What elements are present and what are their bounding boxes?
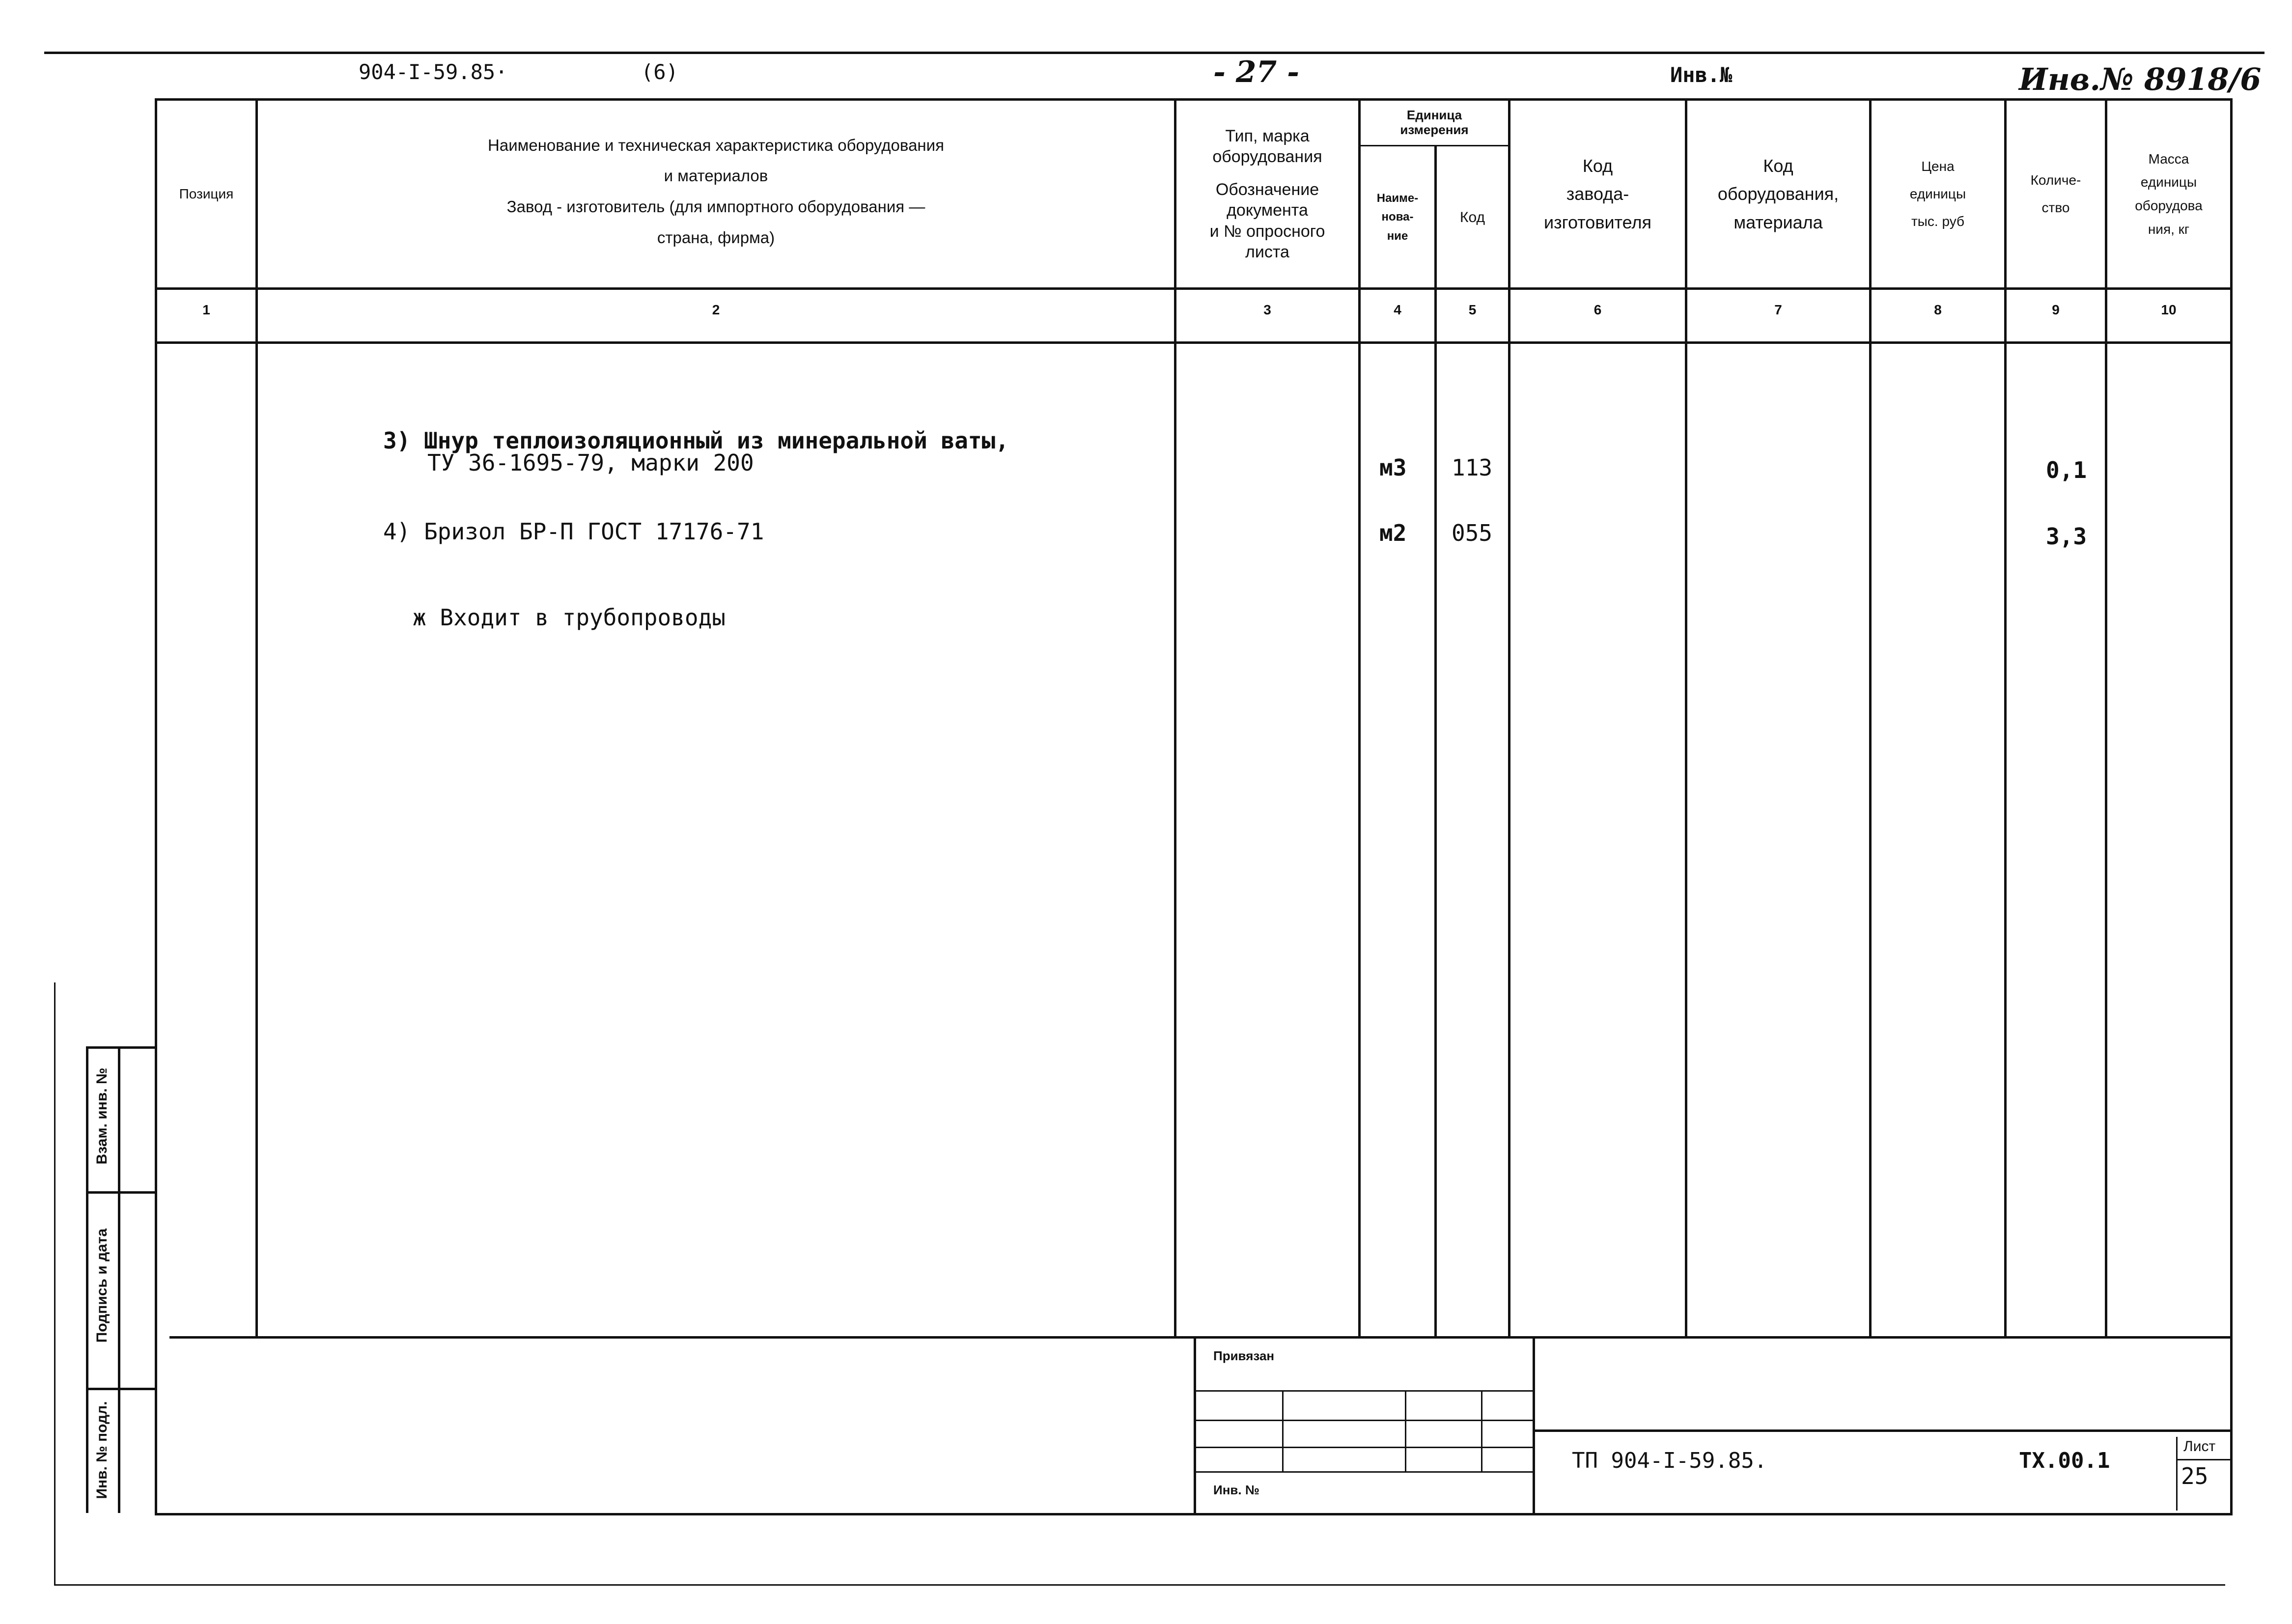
row-2-name: 4) Бризол БР-П ГОСТ 17176-71 <box>383 518 764 545</box>
side-stamp-replace-inv: Взам. инв. № <box>94 1067 110 1165</box>
page-number: - 27 - <box>1213 55 1300 89</box>
stamp-grid-v1 <box>1282 1390 1284 1471</box>
header-name <box>258 118 1174 265</box>
header-unit-line-2: измерения <box>1400 122 1469 137</box>
doc-code-top: 904-I-59.85· <box>359 60 508 84</box>
header-factory-line-3: изготовителя <box>1544 212 1651 232</box>
stamp-sheet-code: ТХ.00.1 <box>2019 1448 2110 1473</box>
header-name-line-3: Завод - изготовитель (для импортного оборудования — <box>506 197 925 216</box>
header-factory-line-2: завода- <box>1566 184 1629 204</box>
stamp-inv-no: Инв. № <box>1213 1483 1259 1497</box>
inv-handwritten: Инв.№ 8918/6 <box>2019 61 2262 97</box>
header-factory-line-1: Код <box>1582 155 1613 176</box>
stamp-grid-h4 <box>1196 1471 1533 1473</box>
stamp-sheet-line <box>2176 1459 2230 1460</box>
colnum-7: 7 <box>1774 302 1782 317</box>
header-unit-code <box>1437 147 1508 287</box>
header-price-line-2: единицы <box>1909 186 1966 201</box>
side-stamp-left <box>86 1046 88 1513</box>
header-name-line-1: Наименование и техническая характеристика оборудования <box>488 136 944 154</box>
header-type-line-6: листа <box>1245 243 1289 261</box>
col-sep-1-2 <box>255 98 258 1336</box>
row-1-qty: 0,1 <box>2046 457 2087 483</box>
side-stamp-original-inv: Инв. № подл. <box>94 1401 110 1499</box>
row-1-code: 113 <box>1452 454 1493 481</box>
header-mass-line-2: единицы <box>2140 174 2197 190</box>
colnum-6: 6 <box>1593 302 1602 317</box>
colnum-4: 4 <box>1394 302 1401 317</box>
col-sep-4-5 <box>1434 145 1437 1336</box>
stamp-grid-v2 <box>1405 1390 1406 1471</box>
header-factory-code <box>1510 118 1685 270</box>
header-unit-name-line-1: Наиме- <box>1376 191 1419 205</box>
page-trim-left <box>54 982 56 1584</box>
colnum-2: 2 <box>712 302 720 317</box>
row-1-unit: м3 <box>1379 454 1407 481</box>
header-material-line-3: материала <box>1733 212 1823 232</box>
header-type-line-3: Обозначение <box>1215 180 1319 199</box>
stamp-left-border <box>1194 1336 1196 1513</box>
issue-number: (6) <box>641 60 678 84</box>
header-material-line-2: оборудования, <box>1717 184 1839 204</box>
unit-group-line <box>1358 145 1508 146</box>
header-quantity-line-2: ство <box>2041 200 2070 215</box>
header-unit-name-line-2: нова- <box>1381 210 1414 224</box>
header-name-line-4: страна, фирма) <box>657 228 775 247</box>
header-type-line-2: оборудования <box>1212 147 1322 166</box>
header-unit-name-line-3: ние <box>1387 229 1408 243</box>
colnum-1: 1 <box>202 302 210 317</box>
page-trim-line <box>54 1584 2225 1586</box>
col-sep-9-10 <box>2105 98 2107 1336</box>
header-quantity-line-1: Количе- <box>2030 172 2081 188</box>
colnum-5: 5 <box>1468 302 1477 317</box>
header-material-code <box>1687 118 1869 270</box>
row-2-qty: 3,3 <box>2046 523 2087 550</box>
stamp-privyazan: Привязан <box>1213 1348 1275 1363</box>
colnum-3: 3 <box>1263 302 1271 317</box>
inv-label: Инв.№ <box>1670 63 1733 87</box>
header-type-line-4: документа <box>1227 201 1308 220</box>
row-1-name-line-2: ТУ 36-1695-79, марки 200 <box>427 449 754 476</box>
header-type <box>1176 118 1358 270</box>
col-sep-8-9 <box>2004 98 2007 1336</box>
row-2-code: 055 <box>1452 520 1493 546</box>
stamp-sheet-divider <box>2176 1437 2178 1511</box>
header-unit-name <box>1361 147 1434 287</box>
header-unit-group <box>1361 101 1508 145</box>
header-material-line-1: Код <box>1763 155 1793 176</box>
col-sep-2-3 <box>1174 98 1176 1336</box>
header-position-label: Позиция <box>179 186 234 201</box>
header-unit-line-1: Единица <box>1406 108 1462 123</box>
stamp-top-line <box>169 1336 2230 1339</box>
table-right-border <box>2230 98 2233 1515</box>
header-name-line-2: и материалов <box>664 167 768 185</box>
col-sep-7-8 <box>1869 98 1872 1336</box>
colnum-8: 8 <box>1934 302 1942 317</box>
header-mass-line-4: ния, кг <box>2148 221 2190 237</box>
header-bottom-line <box>155 287 2233 290</box>
stamp-sheet-label: Лист <box>2183 1438 2216 1455</box>
row-2-unit: м2 <box>1379 520 1407 546</box>
header-mass <box>2107 118 2230 270</box>
col-sep-6-7 <box>1685 98 1687 1336</box>
colnum-9: 9 <box>2052 302 2060 317</box>
header-price <box>1872 118 2004 270</box>
header-unit-code-label: Код <box>1459 209 1485 225</box>
stamp-doc-code: ТП 904-I-59.85. <box>1572 1448 1767 1473</box>
stamp-sheet-number: 25 <box>2181 1463 2208 1489</box>
side-stamp-signature-date: Подпись и дата <box>94 1228 110 1343</box>
side-stamp-mid <box>118 1046 120 1513</box>
header-mass-line-1: Масса <box>2148 151 2189 167</box>
header-type-line-5: и № опросного <box>1209 222 1325 241</box>
header-price-line-1: Цена <box>1921 159 1955 174</box>
top-border-line <box>44 52 2264 54</box>
table-top-border <box>155 98 2233 101</box>
numbers-bottom-line <box>155 341 2233 344</box>
stamp-grid-v3 <box>1481 1390 1482 1471</box>
colnum-10: 10 <box>2161 302 2177 317</box>
header-position <box>157 101 255 287</box>
row-1-name-line-1: 3) Шнур теплоизоляционный из минеральной ваты, <box>383 427 1009 454</box>
table-bottom-border <box>155 1513 2233 1515</box>
header-mass-line-3: оборудова <box>2135 198 2203 213</box>
col-sep-5-6 <box>1508 98 1510 1336</box>
stamp-right-border <box>1533 1336 1535 1513</box>
header-price-line-3: тыс. руб <box>1911 214 1965 229</box>
header-type-line-1: Тип, марка <box>1225 126 1310 145</box>
footnote: ж Входит в трубопроводы <box>413 604 726 631</box>
stamp-title-line <box>1533 1429 2230 1432</box>
header-quantity <box>2007 118 2105 270</box>
